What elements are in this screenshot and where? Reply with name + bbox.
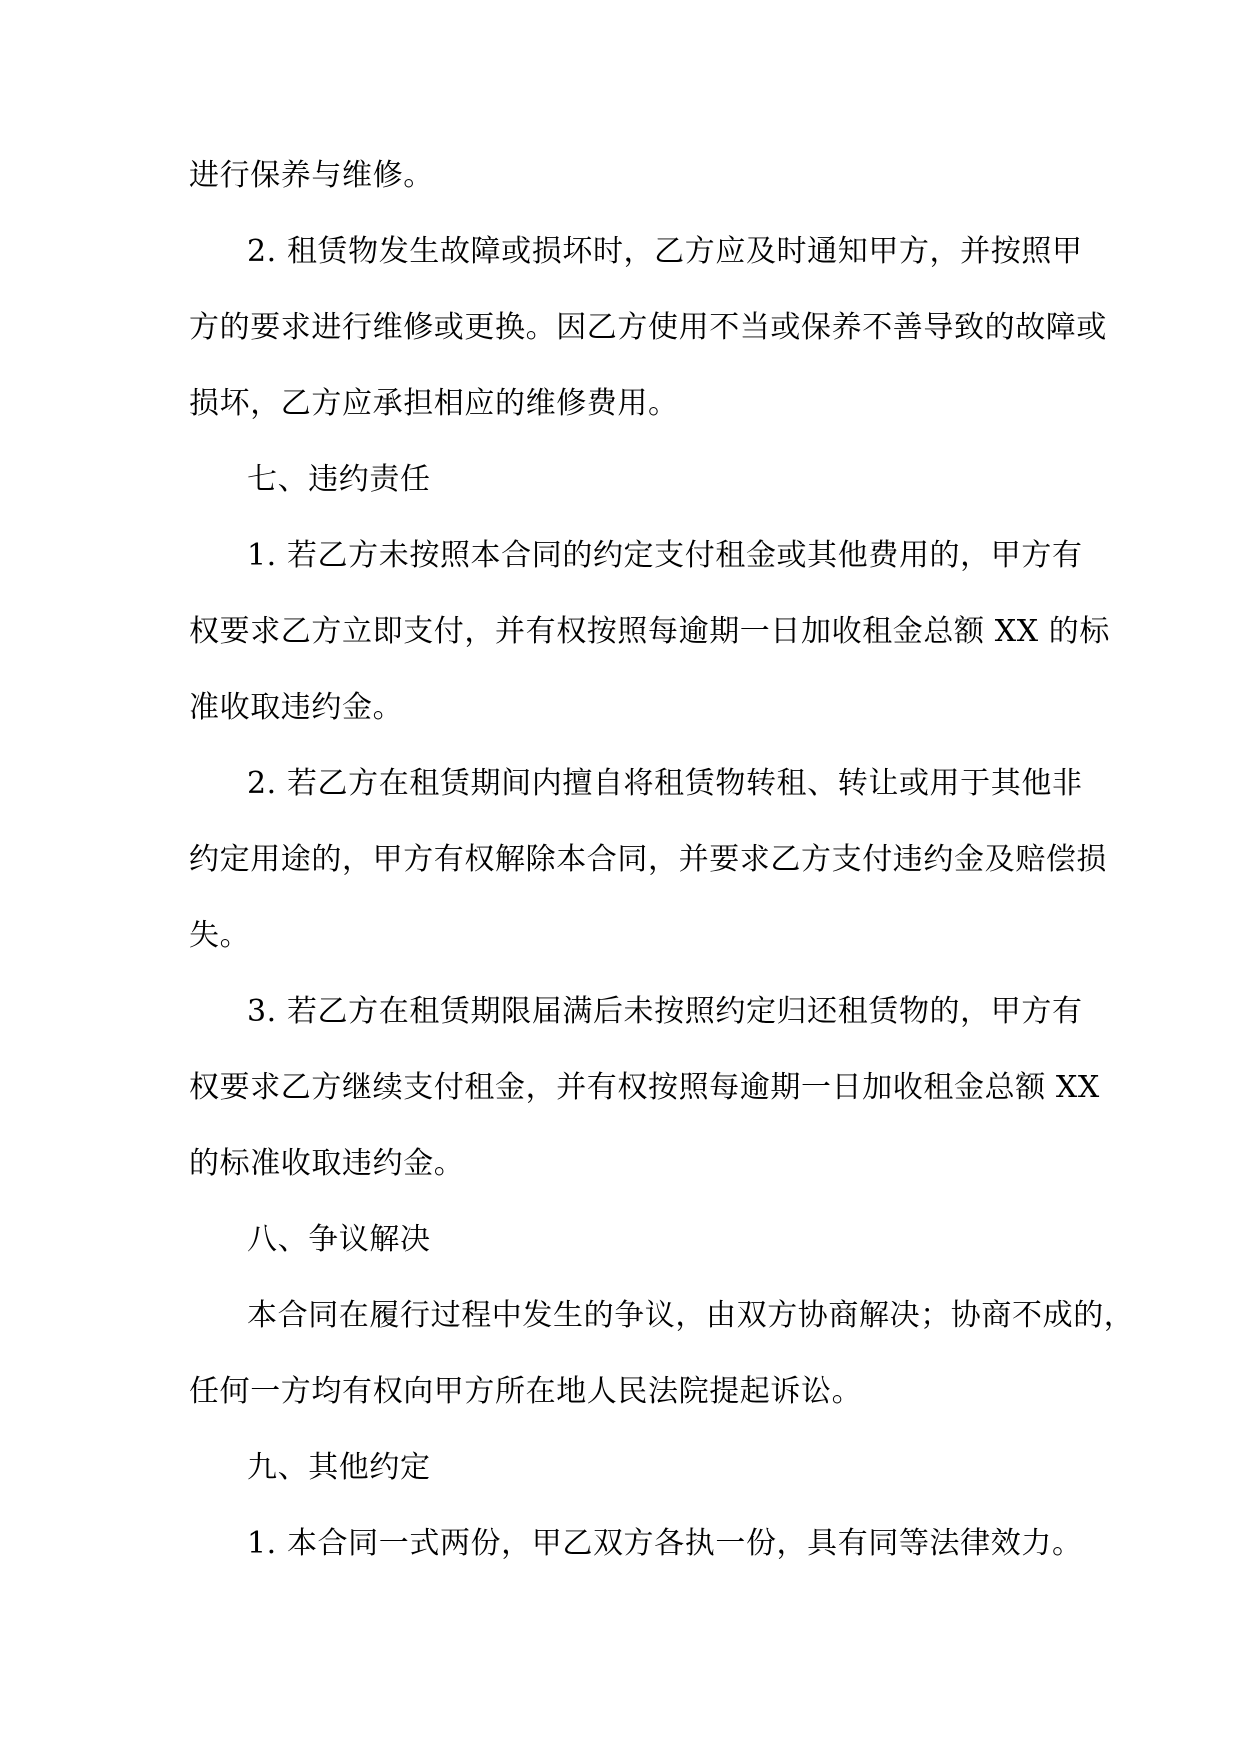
section-heading: 七、违约责任 xyxy=(247,462,431,497)
text-line: 损坏，乙方应承担相应的维修费用。 xyxy=(189,386,679,421)
text-line: 进行保养与维修。 xyxy=(189,158,434,193)
text-line: 准收取违约金。 xyxy=(189,690,404,725)
text-line: 约定用途的，甲方有权解除本合同，并要求乙方支付违约金及赔偿损 xyxy=(189,842,1107,877)
text-line: 2. 租赁物发生故障或损坏时，乙方应及时通知甲方，并按照甲 xyxy=(247,234,1083,269)
text-line: 2. 若乙方在租赁期间内擅自将租赁物转租、转让或用于其他非 xyxy=(247,766,1083,801)
text-line: 的标准收取违约金。 xyxy=(189,1146,465,1181)
section-heading: 九、其他约定 xyxy=(247,1450,431,1485)
contract-text xyxy=(189,138,1135,1582)
text-line: 权要求乙方继续支付租金，并有权按照每逾期一日加收租金总额 XX xyxy=(189,1070,1100,1105)
text-line: 失。 xyxy=(189,918,251,953)
text-line: 3. 若乙方在租赁期限届满后未按照约定归还租赁物的，甲方有 xyxy=(247,994,1083,1029)
text-line: 方的要求进行维修或更换。因乙方使用不当或保养不善导致的故障或 xyxy=(189,310,1107,345)
text-line: 任何一方均有权向甲方所在地人民法院提起诉讼。 xyxy=(189,1374,863,1409)
text-line: 本合同在履行过程中发生的争议，由双方协商解决；协商不成的， xyxy=(247,1298,1135,1333)
text-line: 1. 本合同一式两份，甲乙双方各执一份，具有同等法律效力。 xyxy=(247,1526,1083,1561)
text-line: 1. 若乙方未按照本合同的约定支付租金或其他费用的，甲方有 xyxy=(247,538,1083,573)
section-heading: 八、争议解决 xyxy=(247,1222,431,1257)
text-line: 权要求乙方立即支付，并有权按照每逾期一日加收租金总额 XX 的标 xyxy=(189,614,1110,649)
